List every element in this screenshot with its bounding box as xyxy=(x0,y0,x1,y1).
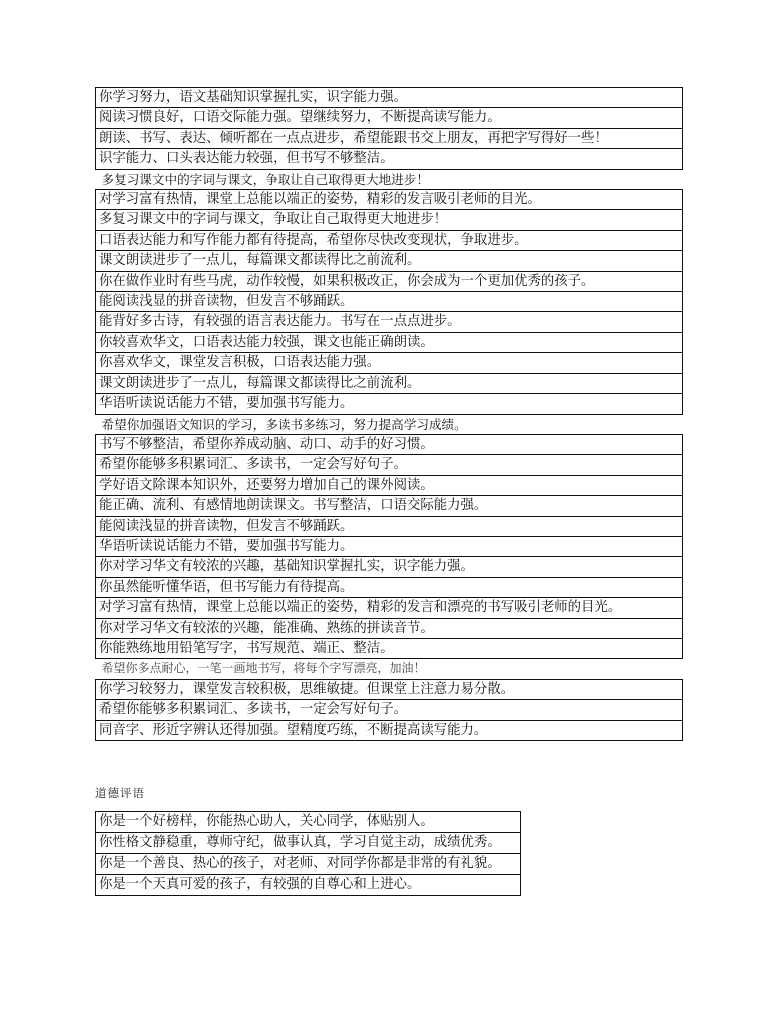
comment-text: 华语听读说话能力不错，要加强书写能力。 xyxy=(96,394,683,414)
comment-row xyxy=(96,108,683,128)
comment-text: 希望你能够多积累词汇、多读书，一定会写好句子。 xyxy=(96,455,683,475)
moral-section-title: 道德评语 xyxy=(95,786,145,800)
moral-comment-text: 你是一个善良、热心的孩子，对老师、对同学你都是非常的有礼貌。 xyxy=(96,854,521,875)
comment-text: 希望你加强语文知识的学习，多读书多练习，努力提高学习成绩。 xyxy=(96,414,683,434)
comment-row xyxy=(96,577,683,597)
comment-row xyxy=(96,598,683,618)
comment-row xyxy=(96,169,683,189)
comment-text: 你喜欢华文，课堂发言积极，口语表达能力强。 xyxy=(96,353,683,373)
comment-row xyxy=(96,414,683,434)
comment-text: 能阅读浅显的拼音读物，但发言不够踊跃。 xyxy=(96,292,683,312)
comment-row xyxy=(96,638,683,658)
moral-comment-text: 你是一个天真可爱的孩子，有较强的自尊心和上进心。 xyxy=(96,875,521,896)
moral-comment-row xyxy=(96,854,521,875)
comment-text: 阅读习惯良好，口语交际能力强。望继续努力，不断提高读写能力。 xyxy=(96,108,683,128)
comment-text: 你在做作业时有些马虎，动作较慢，如果积极改正，你会成为一个更加优秀的孩子。 xyxy=(96,271,683,291)
comment-text: 能背好多古诗，有较强的语言表达能力。书写在一点点进步。 xyxy=(96,312,683,332)
comment-row xyxy=(96,332,683,352)
comment-text: 朗读、书写、表达、倾听都在一点点进步，希望能跟书交上朋友，再把字写得好一些！ xyxy=(96,128,683,148)
comment-text: 你对学习华文有较浓的兴趣，能准确、熟练的拼读音节。 xyxy=(96,618,683,638)
comment-row xyxy=(96,516,683,536)
moral-comment-text: 你性格文静稳重，尊师守纪，做事认真，学习自觉主动，成绩优秀。 xyxy=(96,833,521,854)
comment-row xyxy=(96,496,683,516)
comment-text: 课文朗读进步了一点儿，每篇课文都读得比之前流利。 xyxy=(96,373,683,393)
comment-row xyxy=(96,312,683,332)
comment-text: 能正确、流利、有感情地朗读课文。书写整洁，口语交际能力强。 xyxy=(96,496,683,516)
moral-comment-row xyxy=(96,812,521,833)
comment-text: 你对学习华文有较浓的兴趣，基础知识掌握扎实，识字能力强。 xyxy=(96,557,683,577)
comment-row xyxy=(96,679,683,699)
comment-text: 多复习课文中的字词与课文，争取让自己取得更大地进步！ xyxy=(96,169,683,189)
comment-row xyxy=(96,190,683,210)
comment-text: 希望你多点耐心，一笔一画地书写，将每个字写漂亮，加油！ xyxy=(101,661,426,676)
comment-text: 希望你能够多积累词汇、多读书，一定会写好句子。 xyxy=(96,700,683,720)
comment-text: 书写不够整洁，希望你养成动脑、动口、动手的好习惯。 xyxy=(96,434,683,454)
comment-text: 识字能力、口头表达能力较强，但书写不够整洁。 xyxy=(96,149,683,169)
comment-row xyxy=(96,700,683,720)
comment-row xyxy=(96,292,683,312)
comment-row xyxy=(96,394,683,414)
comment-row xyxy=(96,455,683,475)
comment-row xyxy=(96,659,683,679)
chinese-comments-body xyxy=(96,88,683,741)
comment-text: 口语表达能力和写作能力都有待提高，希望你尽快改变现状，争取进步。 xyxy=(96,230,683,250)
comment-text: 同音字、形近字辨认还得加强。望精度巧练，不断提高读写能力。 xyxy=(96,720,683,740)
comment-text: 华语听读说话能力不错，要加强书写能力。 xyxy=(96,536,683,556)
comment-row xyxy=(96,210,683,230)
comment-text: 你较喜欢华文，口语表达能力较强，课文也能正确朗读。 xyxy=(96,332,683,352)
moral-comments-table xyxy=(95,811,521,896)
comment-text: 你虽然能听懂华语，但书写能力有待提高。 xyxy=(96,577,683,597)
comment-text: 学好语文除课本知识外，还要努力增加自己的课外阅读。 xyxy=(96,475,683,495)
comment-row xyxy=(96,373,683,393)
comment-row xyxy=(96,475,683,495)
comment-row xyxy=(96,557,683,577)
comment-row xyxy=(96,720,683,740)
comment-row xyxy=(96,251,683,271)
comment-row xyxy=(96,353,683,373)
comment-row xyxy=(96,149,683,169)
comment-text: 你能熟练地用铅笔写字，书写规范、端正、整洁。 xyxy=(96,638,683,658)
comment-text: 多复习课文中的字词与课文，争取让自己取得更大地进步！ xyxy=(96,210,683,230)
comment-row xyxy=(96,271,683,291)
comment-row xyxy=(96,434,683,454)
comment-text: 课文朗读进步了一点儿，每篇课文都读得比之前流利。 xyxy=(96,251,683,271)
comment-row xyxy=(96,536,683,556)
comment-text: 你学习较努力，课堂发言较积极，思维敏捷。但课堂上注意力易分散。 xyxy=(96,679,683,699)
comment-text: 能阅读浅显的拼音读物，但发言不够踊跃。 xyxy=(96,516,683,536)
comment-text: 你学习努力，语文基础知识掌握扎实，识字能力强。 xyxy=(96,88,683,108)
comment-text: 对学习富有热情，课堂上总能以端正的姿势，精彩的发言和漂亮的书写吸引老师的目光。 xyxy=(96,598,683,618)
comment-row xyxy=(96,230,683,250)
moral-comment-row xyxy=(96,875,521,896)
comment-row xyxy=(96,618,683,638)
moral-comments-body xyxy=(96,812,521,896)
comment-row xyxy=(96,128,683,148)
chinese-comments-table xyxy=(95,87,683,741)
moral-comment-row xyxy=(96,833,521,854)
moral-comment-text: 你是一个好榜样，你能热心助人，关心同学，体贴别人。 xyxy=(96,812,521,833)
comment-text: 对学习富有热情，课堂上总能以端正的姿势，精彩的发言吸引老师的目光。 xyxy=(96,190,683,210)
comment-row xyxy=(96,88,683,108)
